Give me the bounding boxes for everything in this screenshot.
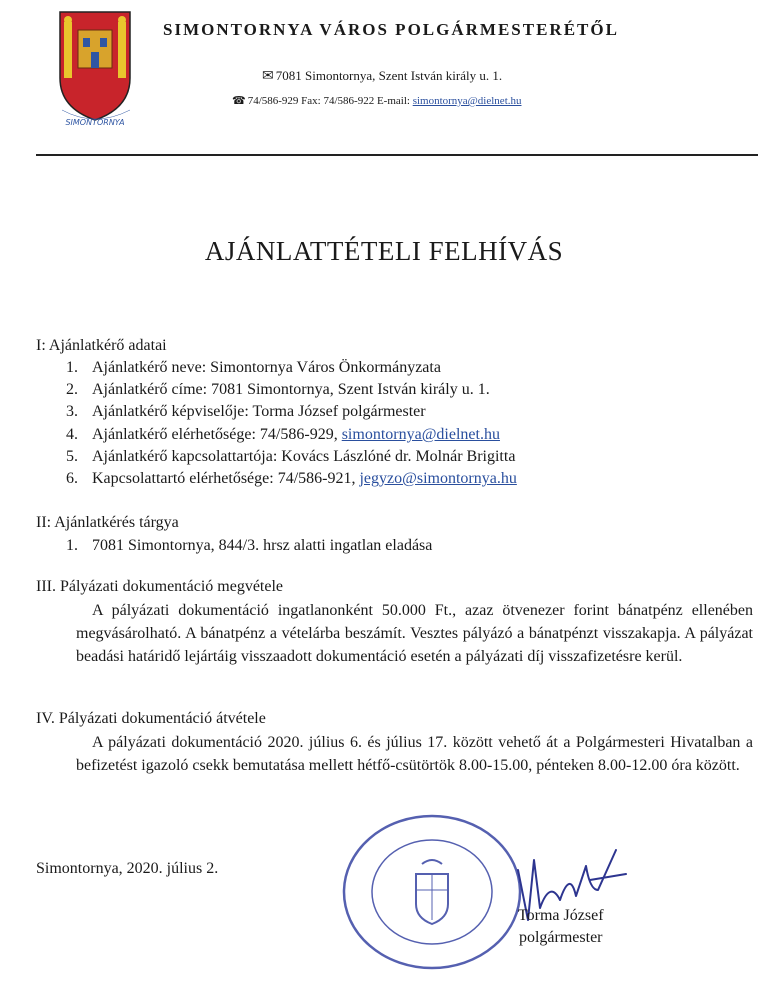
contact-text: 74/586-929 Fax: 74/586-922 E-mail: (247, 95, 413, 107)
list-item: 3. Ajánlatkérő képviselője: Torma József polgármester (66, 403, 426, 420)
list-item: 1. Ajánlatkérő neve: Simontornya Város Önkormányzata (66, 359, 441, 376)
letterhead-title: SIMONTORNYA VÁROS POLGÁRMESTERÉTŐL (163, 20, 619, 39)
signer-name: Torma József (518, 907, 604, 924)
list-item: 5. Ajánlatkérő kapcsolattartója: Kovács Lászlóné dr. Molnár Brigitta (66, 448, 516, 465)
list-item: 1. 7081 Simontornya, 844/3. hrsz alatti ingatlan eladása (66, 537, 433, 554)
section-2-heading: II: Ajánlatkérés tárgya (36, 514, 179, 531)
section-3-body: A pályázati dokumentáció ingatlanonként 50.000 Ft., azaz ötvenezer forint bánatpénz ellenében megvásárolható. A bánatpénz a vételárba beszámít. Vesztes pályázó a bánatpénzt visszakapja. A pályázat beadási határidő lejártáig visszaadott dokumentáció esetén a pályázati díj visszafizetésre kerül. (76, 602, 753, 665)
email-link[interactable]: simontornya@dielnet.hu (341, 426, 500, 443)
list-item: 4. Ajánlatkérő elérhetősége: 74/586-929, simontornya@dielnet.hu (66, 426, 500, 443)
list-item: 2. Ajánlatkérő címe: 7081 Simontornya, Szent István király u. 1. (66, 381, 490, 398)
section-3-heading: III. Pályázati dokumentáció megvétele (36, 578, 284, 595)
header-divider (36, 154, 758, 156)
section-4-body: A pályázati dokumentáció 2020. július 6. és július 17. között vehető át a Polgármesteri Hivatalban a befizetést igazoló csekk bemutatása mellett hétfő-csütörtök 8.00-15.00, pénteken 8.00-12.00 óra között. (76, 734, 753, 774)
letterhead-contact (232, 94, 522, 107)
document-title: AJÁNLATTÉTELI FELHÍVÁS (204, 236, 564, 266)
section-4-heading: IV. Pályázati dokumentáció átvétele (36, 710, 266, 727)
signer-role: polgármester (518, 929, 603, 946)
svg-text:SIMONTORNYA: SIMONTORNYA (65, 118, 125, 127)
list-item: 6. Kapcsolattartó elérhetősége: 74/586-921, jegyzo@simontornya.hu (66, 470, 517, 487)
letterhead-address (262, 68, 502, 85)
email-link[interactable]: simontornya@dielnet.hu (412, 95, 522, 107)
place-date: Simontornya, 2020. július 2. (36, 860, 219, 877)
city-crest-logo (56, 8, 134, 130)
email-link[interactable]: jegyzo@simontornya.hu (359, 470, 517, 487)
phone-icon: ☎ (232, 95, 246, 107)
signer-block (518, 905, 604, 949)
envelope-icon: ✉ (262, 69, 274, 84)
section-1-heading: I: Ajánlatkérő adatai (36, 337, 167, 354)
address-text: 7081 Simontornya, Szent István király u. 1. (275, 68, 503, 83)
